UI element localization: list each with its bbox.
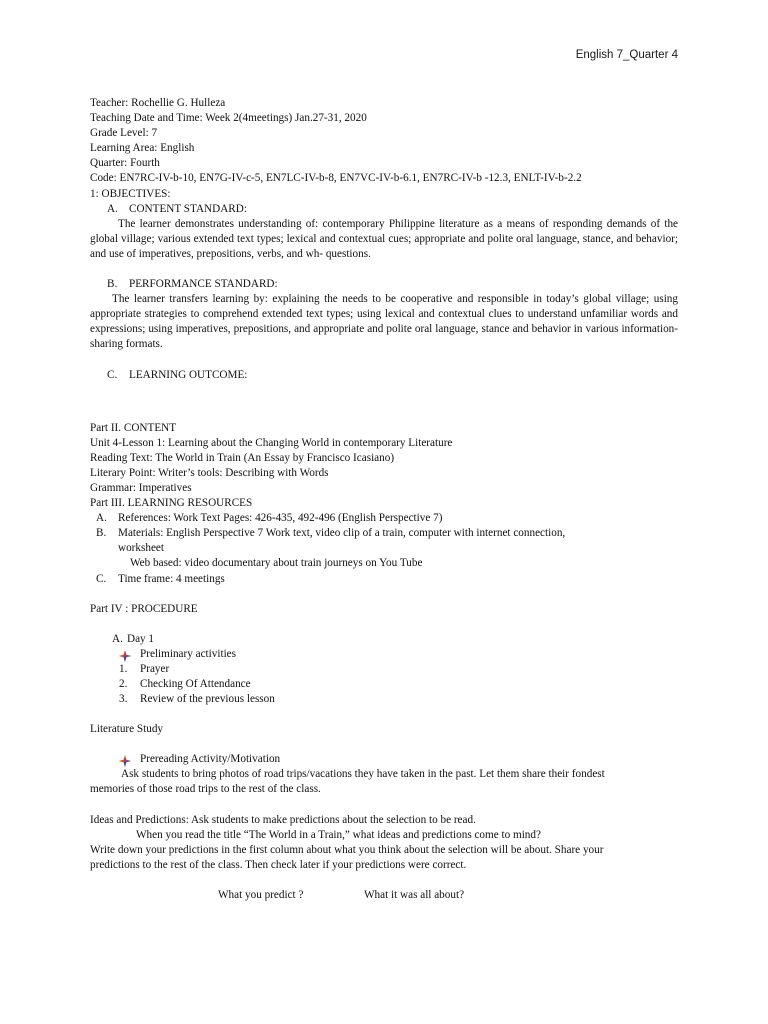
step-number: 1. [119,662,128,675]
prediction-column-header: What you predict ? [218,888,304,901]
learning-outcome-heading [90,368,678,383]
literary-point-line: Literary Point: Writer’s tools: Describing with Words [90,466,329,479]
lesson-plan-body [90,96,678,904]
motivation-text-line-1: Ask students to bring photos of road trips/vacations they have taken in the past. Let them share their fondest [121,768,605,781]
web-based-resource: Web based: video documentary about train journeys on You Tube [130,557,423,570]
ideas-predictions-line-2: When you read the title “The World in a Train,” what ideas and predictions come to mind? [136,828,541,841]
resource-marker: B. [96,527,107,540]
prediction-table-header [90,888,678,904]
content-standard-heading [90,202,678,217]
day-marker: A. [112,632,123,645]
step-number: 2. [119,678,128,690]
content-heading: Part II. CONTENT [90,421,177,434]
resource-marker: C. [96,572,107,585]
step-text: Prayer [140,662,170,675]
section-letter: A. [107,202,118,215]
four-point-star-bullet-icon [119,755,131,767]
section-title: PERFORMANCE STANDARD: [129,278,278,291]
day-label: Day 1 [127,632,155,645]
bullet-text: Prereading Activity/Motivation [140,753,281,766]
bullet-text: Preliminary activities [140,647,237,660]
resource-item [90,511,678,526]
step-text: Review of the previous lesson [140,693,275,706]
grammar-line: Grammar: Imperatives [90,481,192,494]
unit-line: Unit 4-Lesson 1: Learning about the Changing World in contemporary Literature [90,436,453,449]
step-number: 3. [119,693,128,706]
objectives-heading: 1: OBJECTIVES: [90,187,171,200]
preliminary-activities-item [90,647,678,662]
procedure-step [90,662,678,677]
grade-level-line: Grade Level: 7 [90,127,158,140]
step-text: Checking Of Attendance [140,678,251,690]
teaching-date-line: Teaching Date and Time: Week 2(4meetings) Jan.27-31, 2020 [90,112,367,125]
code-line: Code: EN7RC-IV-b-10, EN7G-IV-c-5, EN7LC-IV-b-8, EN7VC-IV-b-6.1, EN7RC-IV-b -12.3, ENLT-IV-b-2.2 [90,172,582,185]
procedure-step [90,677,678,692]
section-title: LEARNING OUTCOME: [129,368,248,381]
teacher-line: Teacher: Rochellie G. Hulleza [90,97,226,109]
day-heading [90,632,678,647]
section-title: CONTENT STANDARD: [129,202,247,215]
learning-resources-heading: Part III. LEARNING RESOURCES [90,497,253,510]
ideas-predictions-line-1: Ideas and Predictions: Ask students to make predictions about the selection to be read. [90,813,476,826]
resource-text: Time frame: 4 meetings [118,572,225,585]
resource-continuation: worksheet [118,542,164,555]
ideas-predictions-line-4: predictions to the rest of the class. Then check later if your predictions were correct. [90,858,467,871]
procedure-step [90,692,678,707]
resource-marker: A. [96,512,107,525]
prereading-item [90,752,678,767]
learning-area-line: Learning Area: English [90,142,195,155]
content-standard-text: The learner demonstrates understanding of: contemporary Philippine literature as a means of responding demands of the global village; various extended text types; lexical and contextual cues; appropriate and polite oral language, stance, and behavior; and use of imperatives, prepositions, verbs, and wh- questions. [90,217,678,260]
ideas-predictions-line-3: Write down your predictions in the first column about what you think about the selection will be about. Share your [90,843,604,856]
section-letter: B. [107,278,118,291]
actual-column-header: What it was all about? [364,888,465,901]
reading-text-line: Reading Text: The World in Train (An Essay by Francisco Icasiano) [90,451,395,464]
literature-study-heading: Literature Study [90,723,164,736]
section-letter: C. [107,368,118,381]
resource-item [90,572,678,587]
resource-text: Materials: English Perspective 7 Work text, video clip of a train, computer with internet connection, [118,527,566,540]
resource-text: References: Work Text Pages: 426-435, 492-496 (English Perspective 7) [118,512,443,525]
performance-standard-text: The learner transfers learning by: explaining the needs to be cooperative and responsible in today’s global village; using appropriate strategies to comprehend extended text types; using lexical and contextual clues to understand unfamiliar words and expressions; using imperatives, prepositions, and appropriate and polite oral language, stance and behavior in various information-sharing formats. [90,293,678,351]
four-point-star-bullet-icon [119,650,131,662]
procedure-heading: Part IV : PROCEDURE [90,602,198,615]
motivation-text-line-2: memories of those road trips to the rest of the class. [90,783,321,796]
performance-standard-heading [90,277,678,292]
course-header: English 7_Quarter 4 [575,49,678,61]
quarter-line: Quarter: Fourth [90,157,160,170]
resource-item [90,526,678,541]
